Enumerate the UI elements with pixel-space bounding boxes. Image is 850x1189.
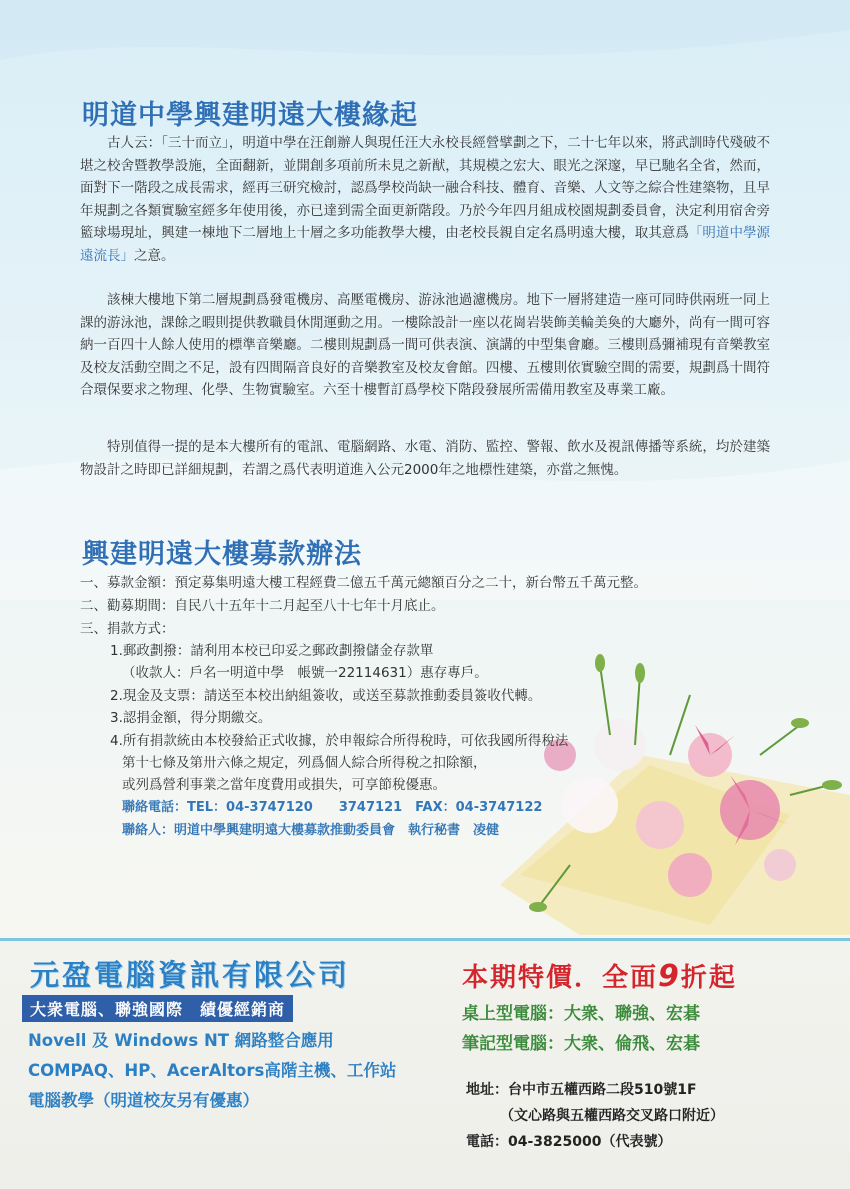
systems-text: 特別值得一提的是本大樓所有的電訊、電腦網路、水電、消防、監控、警報、飲水及視訊傳播等系統，均於建築物設計之時即已詳細規劃，若謂之爲代表明道進入公元2000年之地標性建築，亦當之無愧。 bbox=[80, 439, 770, 478]
promo-text-end: 折起 bbox=[680, 963, 737, 993]
address: 地址：台中市五權西路二段510號1F bbox=[466, 1082, 697, 1098]
promo-headline bbox=[462, 957, 737, 994]
method-receipt-law: 第十七條及第卅六條之規定，列爲個人綜合所得稅之扣除額， bbox=[122, 755, 487, 771]
origin-text-end: 之意。 bbox=[134, 247, 175, 264]
origin-text: 古人云：「三十而立」，明道中學在汪創辦人與現任汪大永校長經營擘劃之下，二十七年以來，將武訓時代殘破不堪之校舍暨教學設施，全面翻新，並開創多項前所未見之新猷，其規模之宏大、眼光之深邃，早已馳名全省，然而，面對下一階段之成長需求，經再三研究檢討，認爲學校尚缺一融合科技、體育、音樂、人文等之綜合性建築物，且早年規劃之各類實驗室經多年使用後，亦已達到需全面更新階段。乃於今年四月組成校園規劃委員會，決定利用宿舍旁籃球場現址，興建一棟地下二層地上十層之多功能教學大樓，由老校長親自定名爲明遠大樓，取其意爲 bbox=[80, 135, 770, 241]
promo-discount: 9 bbox=[658, 959, 681, 994]
ad-line-teaching: 電腦教學（明道校友另有優惠） bbox=[28, 1091, 259, 1110]
floor-plan-text: 該棟大樓地下第二層規劃爲發電機房、高壓電機房、游泳池過濾機房。地下一層將建造一座可同時供兩班一同上課的游泳池，課餘之暇則提供教職員休閒運動之用。一樓除設計一座以花崗岩裝飾美輪美奐的大廳外，尚有一間可容納一百四十人餘人使用的標準音樂廳。二樓則規劃爲一間可供表演、演講的中型集會廳。三樓則爲彌補現有音樂教室及校友活動空間之不足，設有四間隔音良好的音樂教室及校友會館。四樓、五樓則依實驗空間的需要，規劃爲十間符合環保要求之物理、化學、生物實驗室。六至十樓暫訂爲學校下階段發展所需備用教室及專業工廠。 bbox=[80, 292, 770, 398]
contact-person: 聯絡人：明道中學興建明遠大樓募款推動委員會 執行秘書 凌健 bbox=[122, 823, 500, 838]
advertisement bbox=[0, 938, 850, 1189]
phone: 電話：04-3825000（代表號） bbox=[466, 1134, 672, 1150]
method-installment: 3.認捐金額，得分期繳交。 bbox=[110, 710, 272, 726]
fundraising-item-amount: 一、募款金額：預定募集明遠大樓工程經費二億五千萬元總額百分之二十，新台幣五千萬元整。 bbox=[80, 575, 647, 591]
fundraising-item-period: 二、勸募期間：自民八十五年十二月起至八十七年十月底止。 bbox=[80, 598, 445, 614]
method-receipt-tax: 或列爲營利事業之當年度費用或損失，可享節稅優惠。 bbox=[122, 777, 446, 793]
origin-paragraph-1 bbox=[80, 132, 770, 267]
method-postal-account: （收款人：戶名一明道中學 帳號一22114631）惠存專戶。 bbox=[122, 665, 488, 681]
company-name: 元盈電腦資訊有限公司 bbox=[30, 958, 351, 992]
flower-bouquet-image bbox=[460, 635, 850, 935]
ad-company-block bbox=[22, 941, 442, 1189]
ad-promo-block bbox=[430, 941, 840, 1189]
ad-line-hosts: COMPAQ、HP、AcerAltors高階主機、工作站 bbox=[28, 1061, 397, 1080]
origin-paragraph-3 bbox=[80, 436, 770, 481]
highlight-quote: 「明道中學源遠流長」 bbox=[80, 225, 771, 264]
method-cash-check: 2.現金及支票：請送至本校出納組簽收，或送至募款推動委員簽收代轉。 bbox=[110, 688, 542, 704]
ad-line-network: Novell 及 Windows NT 網路整合應用 bbox=[28, 1031, 334, 1050]
promo-text: 本期特價．全面 bbox=[462, 963, 659, 993]
section-title-fundraising: 興建明遠大樓募款辦法 bbox=[82, 539, 362, 570]
method-postal: 1.郵政劃撥：請利用本校已印妥之郵政劃撥儲金存款單 bbox=[110, 643, 434, 659]
dealer-banner: 大衆電腦、聯強國際 績優經銷商 bbox=[22, 995, 293, 1022]
address-landmark: （文心路與五權西路交叉路口附近） bbox=[500, 1108, 724, 1124]
desktop-brands: 桌上型電腦：大衆、聯強、宏碁 bbox=[462, 1004, 700, 1024]
method-receipt: 4.所有捐款統由本校發給正式收據，於申報綜合所得稅時，可依我國所得稅法 bbox=[110, 733, 569, 749]
section-title-origin: 明道中學興建明遠大樓緣起 bbox=[82, 100, 418, 131]
origin-paragraph-2 bbox=[80, 289, 770, 402]
notebook-brands: 筆記型電腦：大衆、倫飛、宏碁 bbox=[462, 1034, 700, 1054]
fundraising-item-method: 三、捐款方式： bbox=[80, 621, 175, 637]
contact-phone: 聯絡電話：TEL：04-3747120 3747121 FAX：04-3747122 bbox=[122, 800, 543, 815]
